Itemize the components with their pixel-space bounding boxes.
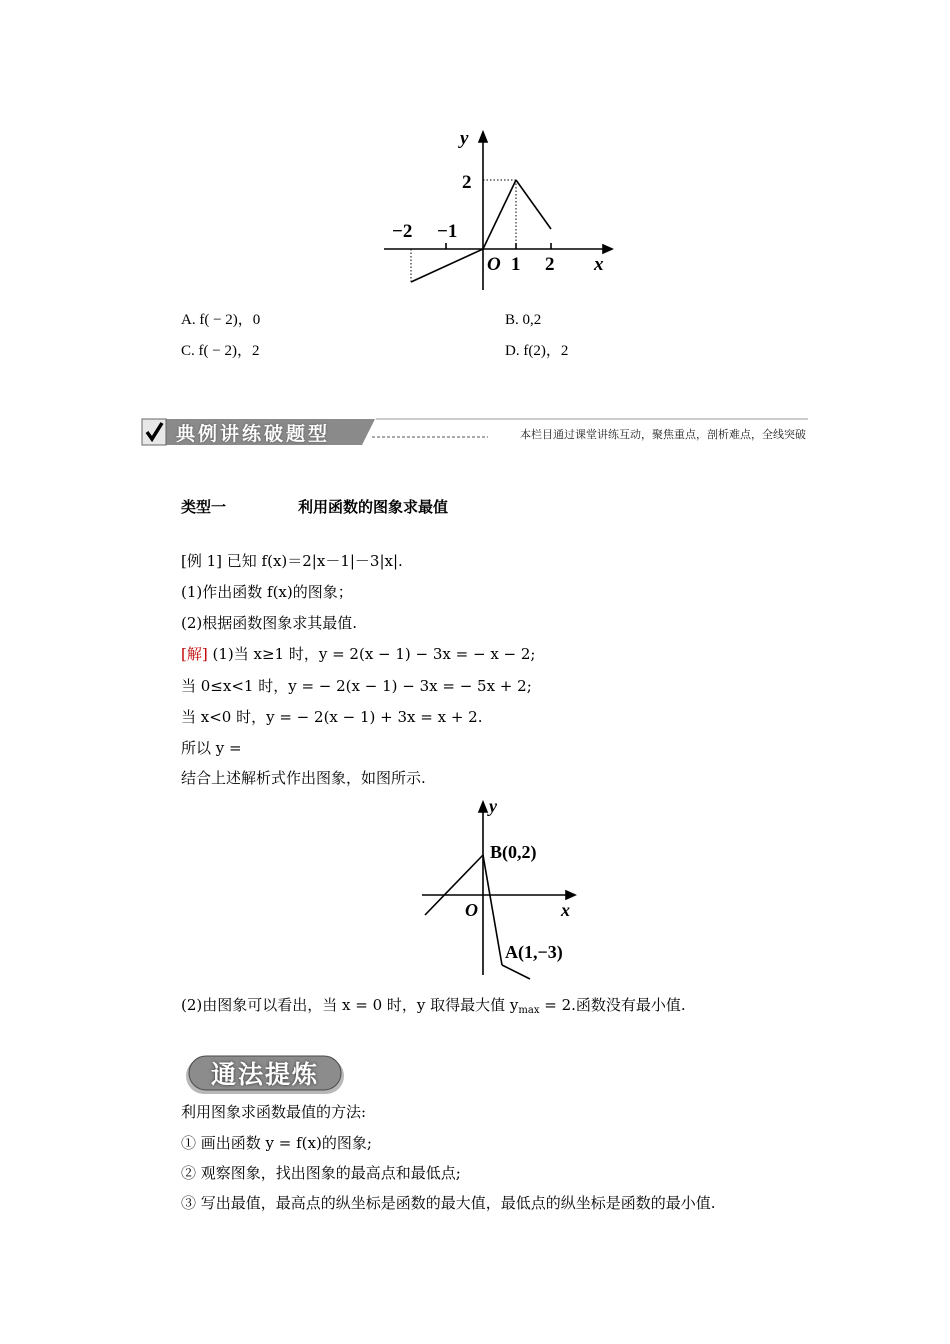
option-d: D. f(2)，2 <box>505 343 569 359</box>
solution-tag: [解] <box>181 645 208 663</box>
solution-case-3: 当 x<0 时，y = − 2(x − 1) + 3x = x + 2. <box>181 708 483 726</box>
fig2-x-label: x <box>561 900 570 920</box>
type-label: 类型一 <box>181 498 227 516</box>
method-badge-text: 通法提炼 <box>210 1060 319 1089</box>
banner-title: 典例讲练破题型 <box>176 423 331 445</box>
x-axis-arrow <box>603 245 612 253</box>
y-axis-arrow <box>479 802 487 812</box>
option-c: C. f( − 2)，2 <box>181 343 260 359</box>
method-step-2: ② 观察图象，找出图象的最高点和最低点; <box>181 1164 461 1182</box>
method-step-3: ③ 写出最值，最高点的纵坐标是函数的最大值，最低点的纵坐标是函数的最小值. <box>181 1194 716 1212</box>
method-badge <box>183 1054 347 1096</box>
fig2-point-b: B(0,2) <box>490 842 537 862</box>
fig1-tick-2: 2 <box>545 254 555 275</box>
fig2-origin: O <box>465 900 478 920</box>
y-axis-arrow <box>479 132 487 142</box>
graph-segment-rise <box>483 180 516 249</box>
answer-line <box>181 995 686 1021</box>
fig1-tick-y2: 2 <box>462 172 472 193</box>
section-banner <box>140 417 810 447</box>
answer-post: = 2.函数没有最小值. <box>539 996 686 1014</box>
solution-case-2: 当 0≤x<1 时，y = − 2(x − 1) − 3x = − 5x + 2; <box>181 677 532 695</box>
type-title: 利用函数的图象求最值 <box>298 498 449 516</box>
fig2-point-a: A(1,−3) <box>505 942 563 962</box>
fig1-tick-m1: −1 <box>437 221 458 242</box>
x-axis-arrow <box>566 891 575 899</box>
option-b: B. 0,2 <box>505 312 542 328</box>
graph-segment-right <box>502 965 530 979</box>
solution-case-1: (1)当 x≥1 时，y = 2(x − 1) − 3x = − x − 2; <box>207 645 536 663</box>
graph-segment-left <box>411 249 483 282</box>
fig2-y-label: y <box>489 796 497 816</box>
solution-so-y: 所以 y = <box>181 739 242 757</box>
fig1-y-label: y <box>460 128 469 149</box>
solution-graph-intro: 结合上述解析式作出图象，如图所示. <box>181 769 426 787</box>
graph-segment-fall <box>516 180 551 229</box>
fig1-x-label: x <box>594 254 604 275</box>
example-statement: [例 1] 已知 f(x)＝2|x－1|－3|x|. <box>181 552 403 570</box>
option-a: A. f( − 2)，0 <box>181 312 261 328</box>
figure-1-graph <box>380 125 620 295</box>
answer-subscript: max <box>518 1005 540 1016</box>
answer-pre: (2)由图象可以看出，当 x = 0 时，y 取得最大值 y <box>181 996 519 1014</box>
method-step-1: ① 画出函数 y = f(x)的图象; <box>181 1134 372 1152</box>
graph-segment-middle <box>483 855 502 965</box>
fig1-tick-1: 1 <box>511 254 521 275</box>
fig1-origin: O <box>487 254 501 275</box>
solution-line-1 <box>181 644 536 664</box>
example-part-1: (1)作出函数 f(x)的图象； <box>181 583 353 601</box>
fig1-tick-m2: −2 <box>392 221 413 242</box>
banner-note: 本栏目通过课堂讲练互动，聚焦重点，剖析难点，全线突破 <box>520 428 806 441</box>
example-part-2: (2)根据函数图象求其最值. <box>181 614 358 632</box>
method-intro: 利用图象求函数最值的方法: <box>181 1103 367 1121</box>
figure-2-graph <box>415 795 590 980</box>
